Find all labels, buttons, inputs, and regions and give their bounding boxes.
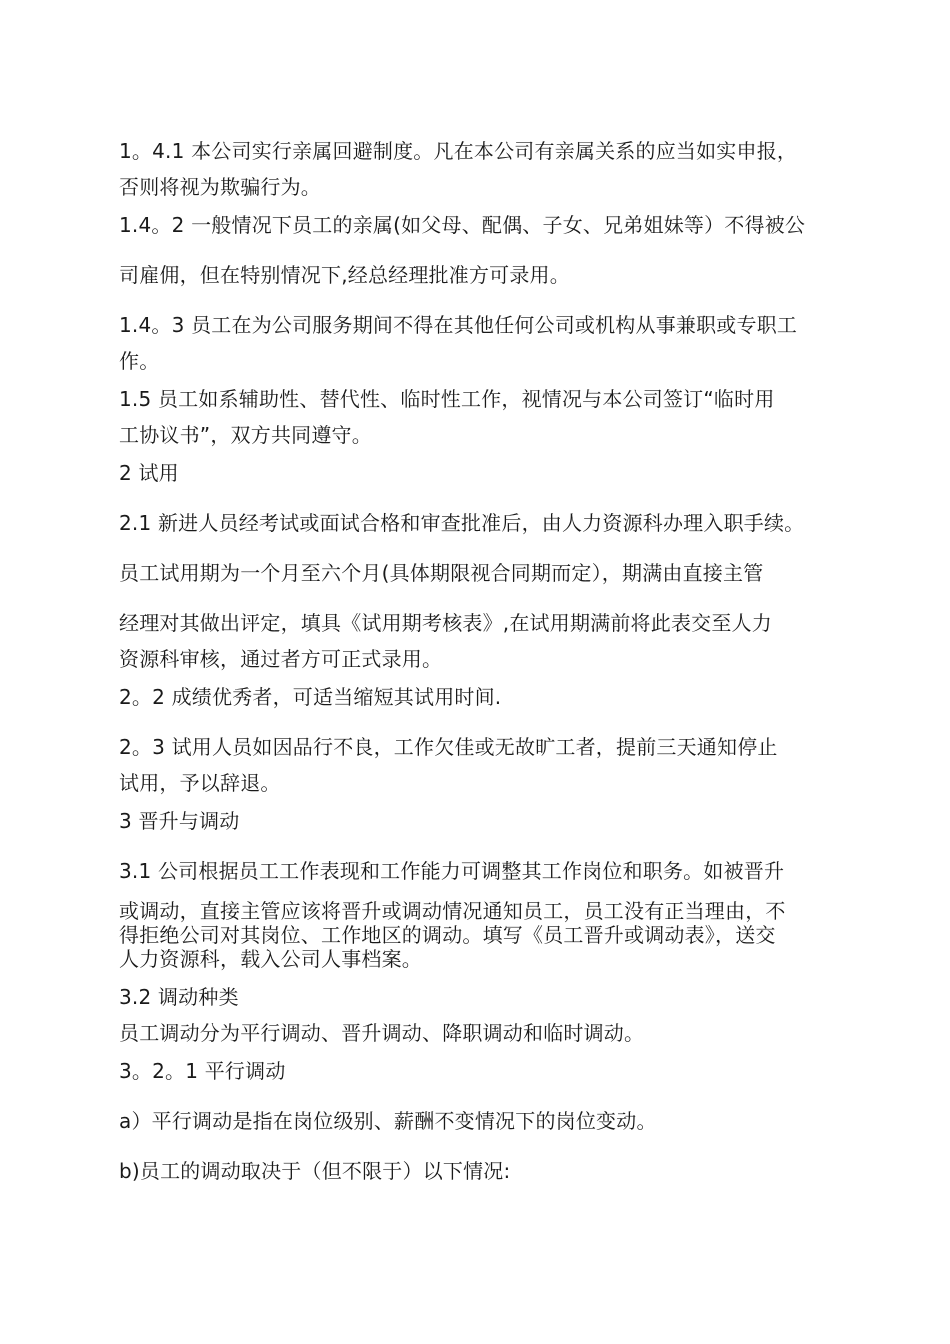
text-line: 员工调动分为平行调动、晋升调动、降职调动和临时调动。 [119, 1021, 645, 1045]
text-line: 否则将视为欺骗行为。 [119, 175, 321, 199]
list-item: b)员工的调动取决于（但不限于）以下情况: [119, 1159, 511, 1183]
text-line: 人力资源科，载入公司人事档案。 [119, 947, 422, 971]
text-line: 员工试用期为一个月至六个月(具体期限视合同期而定），期满由直接主管 [119, 561, 764, 585]
text-line: 工协议书”，双方共同遵守。 [119, 423, 372, 447]
text-line: 司雇佣，但在特别情况下,经总经理批准方可录用。 [119, 263, 570, 287]
text-line: 2。2 成绩优秀者，可适当缩短其试用时间. [119, 685, 502, 709]
text-line: 得拒绝公司对其岗位、工作地区的调动。填写《员工晋升或调动表》，送交 [119, 923, 776, 947]
subsection-heading: 3.2 调动种类 [119, 985, 239, 1009]
section-heading: 2 试用 [119, 461, 179, 485]
text-line: 1.5 员工如系辅助性、替代性、临时性工作，视情况与本公司签订“临时用 [119, 387, 775, 411]
text-line: 2.1 新进人员经考试或面试合格和审查批准后，由人力资源科办理入职手续。 [119, 511, 805, 535]
text-line: 经理对其做出评定，填具《试用期考核表》,在试用期满前将此表交至人力 [119, 611, 772, 635]
subsection-heading: 3。2。1 平行调动 [119, 1059, 286, 1083]
text-line: 资源科审核，通过者方可正式录用。 [119, 647, 443, 671]
list-item: a）平行调动是指在岗位级别、薪酬不变情况下的岗位变动。 [119, 1109, 657, 1133]
text-line: 1.4。2 一般情况下员工的亲属(如父母、配偶、子女、兄弟姐妹等）不得被公 [119, 213, 806, 237]
section-heading: 3 晋升与调动 [119, 809, 240, 833]
text-line: 或调动，直接主管应该将晋升或调动情况通知员工，员工没有正当理由，不 [119, 899, 786, 923]
text-line: 1。4.1 本公司实行亲属回避制度。凡在本公司有亲属关系的应当如实申报， [119, 139, 798, 163]
text-line: 作。 [119, 349, 160, 373]
text-line: 3.1 公司根据员工工作表现和工作能力可调整其工作岗位和职务。如被晋升 [119, 859, 785, 883]
text-line: 试用，予以辞退。 [119, 771, 281, 795]
text-line: 2。3 试用人员如因品行不良，工作欠佳或无故旷工者，提前三天通知停止 [119, 735, 778, 759]
text-line: 1.4。3 员工在为公司服务期间不得在其他任何公司或机构从事兼职或专职工 [119, 313, 798, 337]
